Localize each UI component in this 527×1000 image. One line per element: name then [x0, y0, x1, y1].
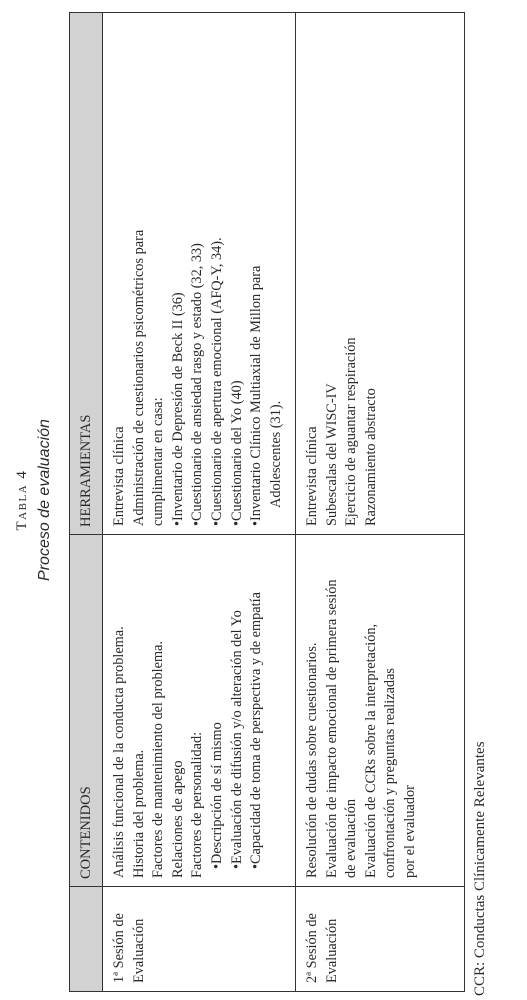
tools-cell	[103, 13, 296, 535]
contents-cell	[103, 535, 296, 887]
session-cell	[103, 887, 296, 992]
session-cell	[296, 887, 465, 992]
session-label: 2ª Sesión de	[304, 913, 320, 983]
tools-bullet: • Inventario Clínico Multiaxial de Millon para	[247, 19, 267, 526]
tools-line: Administración de cuestionarios psicométricos para	[130, 229, 147, 526]
contents-line: por el evaluador	[401, 785, 418, 878]
contents-cell	[296, 535, 465, 887]
contents-line: de evaluación	[343, 799, 360, 878]
footnote: CCR: Conductas Clínicamente Relevantes	[472, 741, 488, 996]
session-label: Evaluación	[130, 918, 147, 983]
tools-bullet: • Cuestionario de ansiedad rasgo y estado (32, 33)	[188, 19, 208, 526]
contents-line: Resolución de dudas sobre cuestionarios.	[304, 642, 320, 878]
tools-line: Subescalas del WISC-IV	[323, 383, 340, 526]
tools-line: Ejercicio de aguantar respiración	[343, 337, 360, 526]
table-header-row	[70, 13, 103, 992]
contents-bullet: • Descripción de sí mismo	[208, 541, 228, 878]
session-label: Evaluación	[323, 918, 340, 983]
table-row	[296, 13, 465, 992]
contents-line: Análisis funcional de la conducta problema.	[111, 626, 127, 878]
session-label: 1ª Sesión de	[111, 913, 127, 983]
header-session	[70, 887, 103, 992]
tools-bullet: • Cuestionario del Yo (40)	[228, 19, 248, 526]
contents-bullet: • Capacidad de toma de perspectiva y de empatía	[247, 541, 267, 878]
tools-line: cumplimentar en casa:	[150, 397, 167, 526]
tools-bullet: • Inventario de Depresión de Beck II (36)	[169, 19, 189, 526]
table-title: Proceso de evaluación	[36, 419, 53, 581]
header-contents: CONTENIDOS	[70, 535, 103, 887]
contents-line: Historia del problema.	[130, 749, 147, 878]
contents-line: Factores de personalidad:	[189, 731, 206, 878]
contents-line: Evaluación de CCRs sobre la interpretación,	[362, 623, 379, 878]
tools-line: Razonamiento abstracto	[362, 388, 379, 526]
tools-continuation: Adolescentes (31).	[267, 400, 284, 508]
contents-bullet: • Evaluación de difusión y/o alteración del Yo	[228, 541, 248, 878]
evaluation-table	[69, 12, 465, 992]
tools-bullet: • Cuestionario de apertura emocional (AFQ-Y, 34).	[208, 19, 228, 526]
tools-line: Entrevista clínica	[111, 426, 127, 526]
contents-line: confrontación y preguntas realizadas	[382, 668, 399, 878]
tools-line: Entrevista clínica	[304, 426, 320, 526]
contents-line: Evaluación de impacto emocional de primera sesión	[323, 579, 340, 878]
contents-line: Relaciones de apego	[169, 760, 186, 878]
table-row	[103, 13, 296, 992]
header-tools: HERRAMIENTAS	[70, 13, 103, 535]
contents-line: Factores de mantenimiento del problema.	[150, 640, 167, 878]
tools-cell	[296, 13, 465, 535]
table-label: Tabla 4	[14, 469, 30, 531]
